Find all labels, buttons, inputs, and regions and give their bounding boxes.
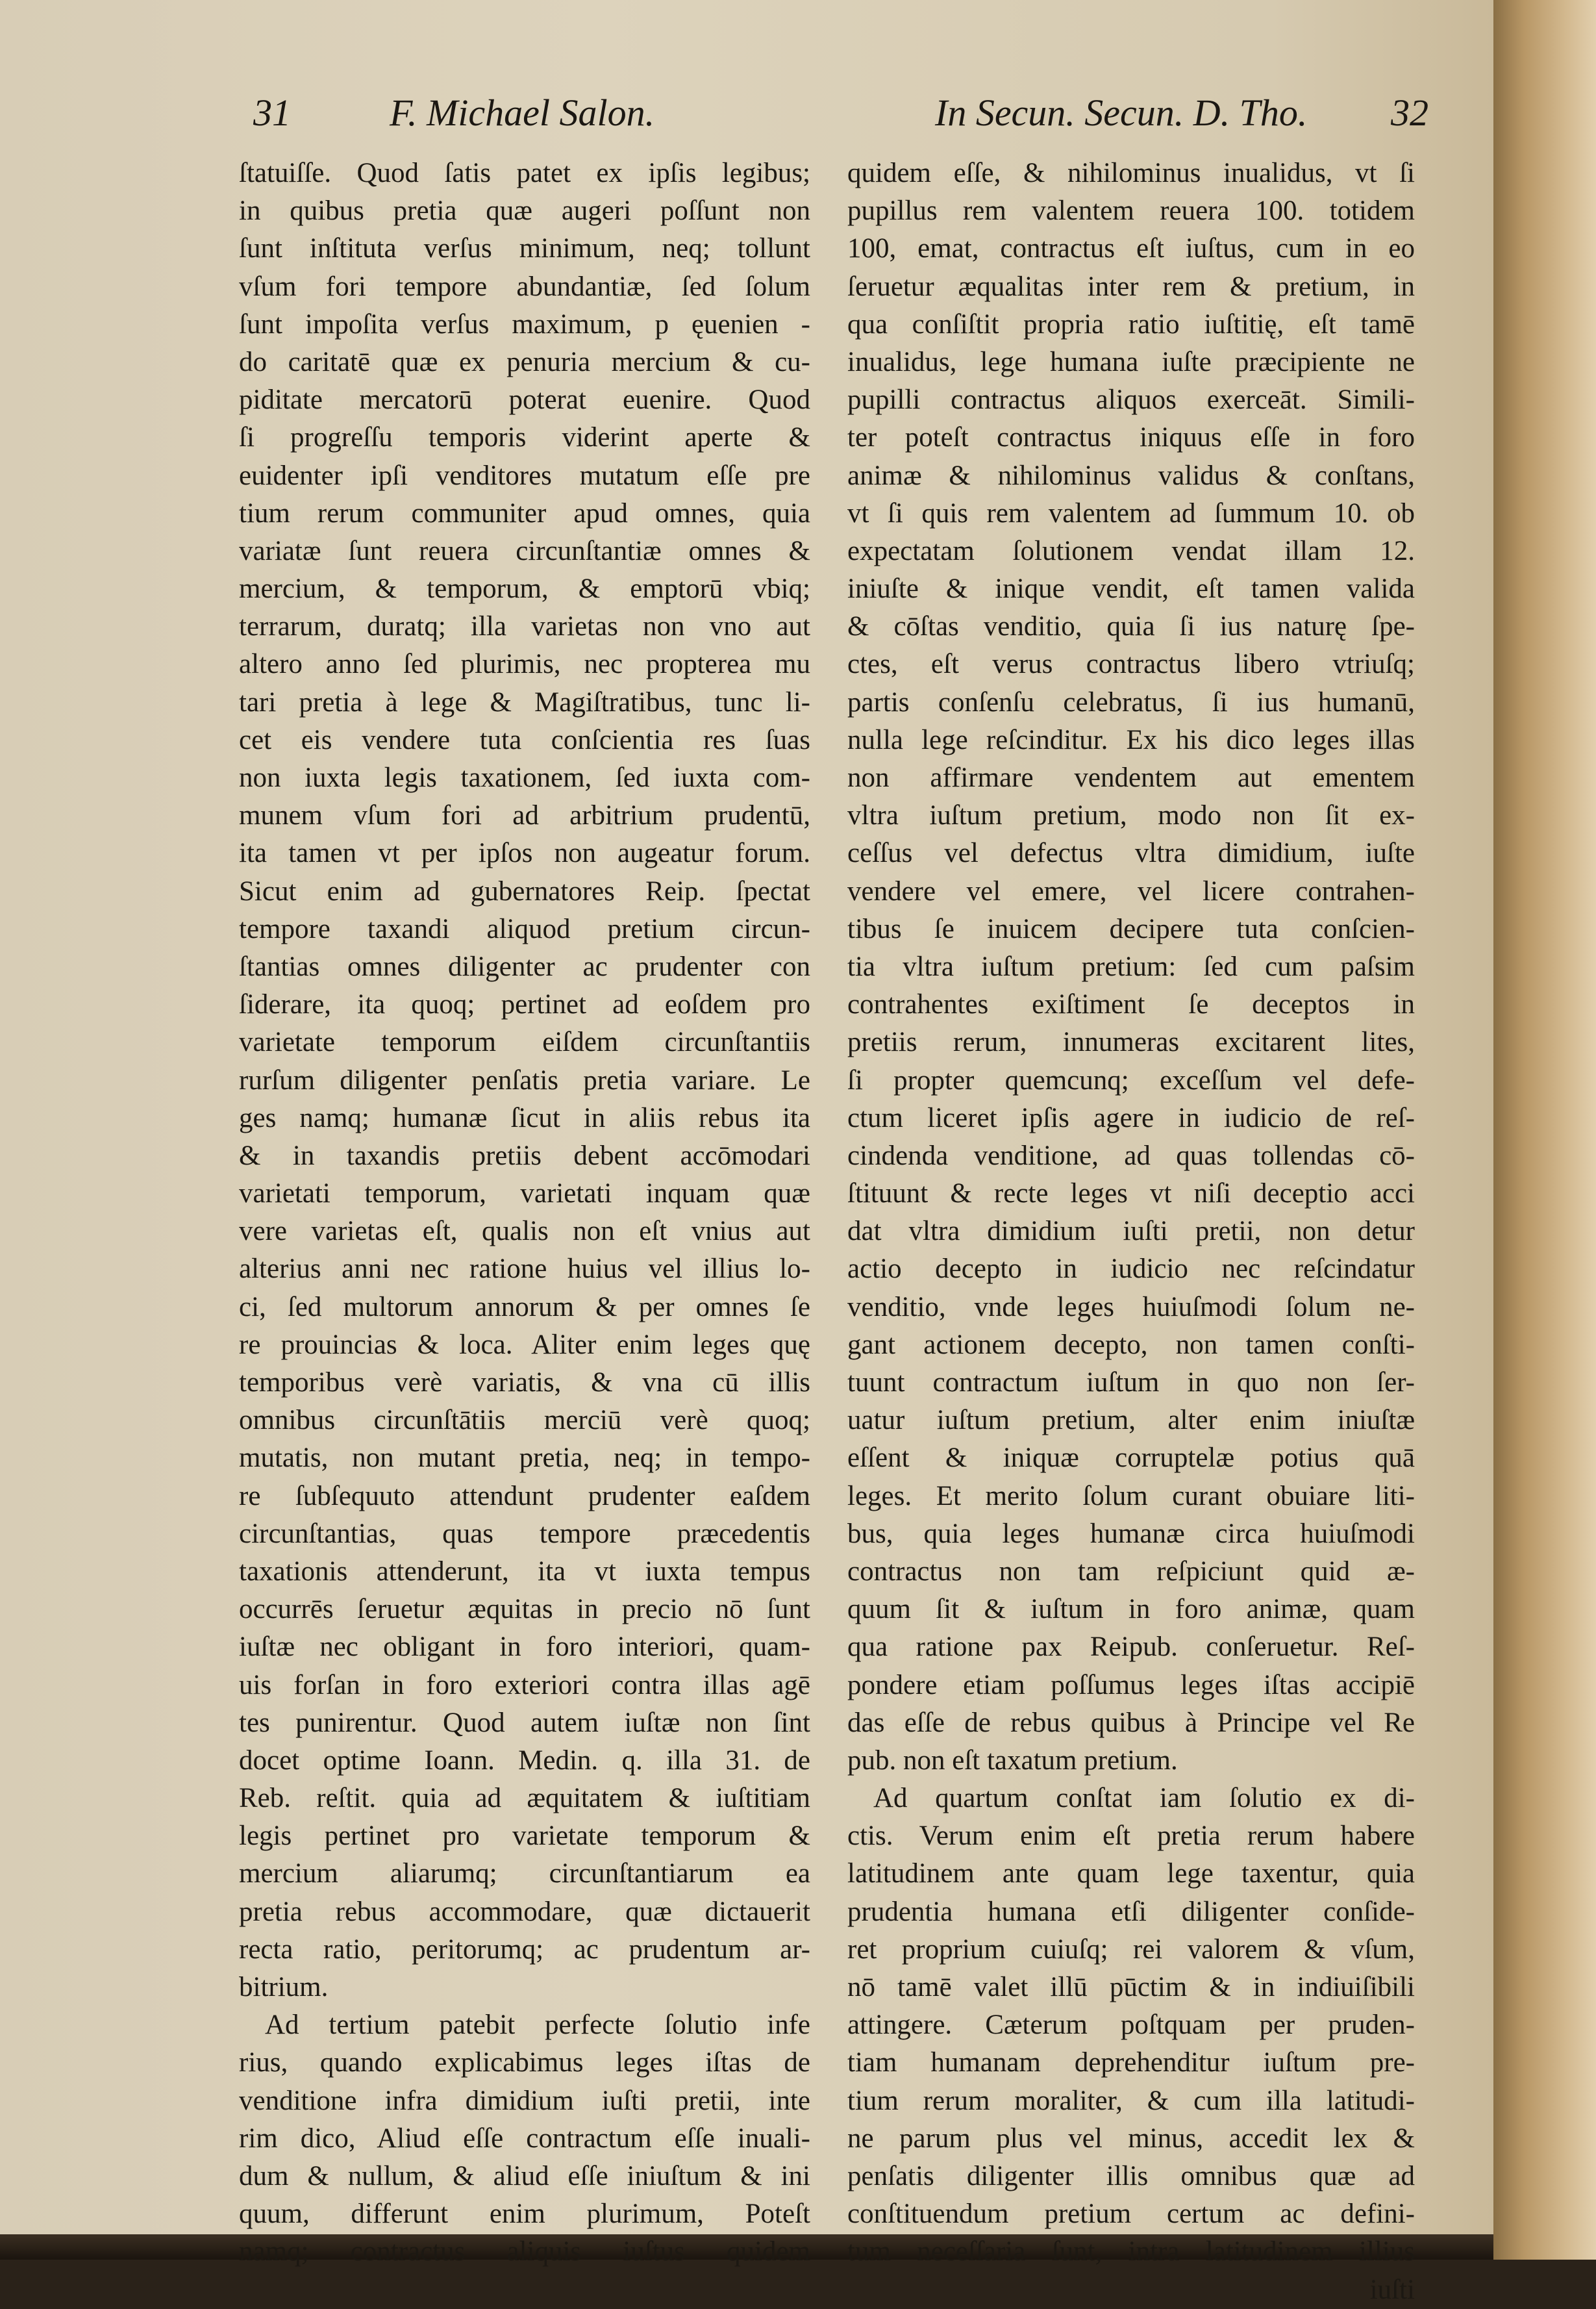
text-line: rius, quando explicabimus leges iſtas de	[239, 2047, 810, 2078]
text-line: terrarum, duratq; illa varietas non vno aut	[239, 611, 810, 642]
text-line: ceſſus vel defectus vltra dimidium, iuſte	[847, 838, 1415, 869]
text-line: vendere vel emere, vel licere contrahen-	[847, 876, 1415, 907]
page-edge	[1493, 0, 1596, 2260]
text-line: venditione infra dimidium iuſti pretii, inte	[239, 2085, 810, 2116]
text-line: ctum liceret ipſis agere in iudicio de reſ-	[847, 1102, 1415, 1133]
text-line: varietate temporum eiſdem circunſtantiis	[239, 1027, 810, 1058]
text-line: piditate mercatorū poterat euenire. Quod	[239, 385, 810, 416]
text-line: Reb. reſtit. quia ad æquitatem & iuſtitiam	[239, 1783, 810, 1814]
text-line: expectatam ſolutionem vendat illam 12.	[847, 535, 1415, 566]
text-line: pretia rebus accommodare, quæ dictauerit	[239, 1896, 810, 1927]
text-line: ctis. Verum enim eſt pretia rerum habere	[847, 1821, 1415, 1852]
text-line: munem vſum fori ad arbitrium prudentū,	[239, 800, 810, 831]
text-line: vltra iuſtum pretium, modo non ſit ex-	[847, 800, 1415, 831]
text-line: ret proprium cuiuſq; rei valorem & vſum,	[847, 1934, 1415, 1965]
text-line: mercium aliarumq; circunſtantiarum ea	[239, 1858, 810, 1889]
running-head	[253, 91, 1428, 143]
text-line: variatæ ſunt reuera circunſtantiæ omnes &	[239, 535, 810, 566]
left-column	[239, 155, 810, 2271]
text-line: tia vltra iuſtum pretium: ſed cum paſsim	[847, 951, 1415, 982]
text-line: Sicut enim ad gubernatores Reip. ſpectat	[239, 876, 810, 907]
text-line: rim dico, Aliud eſſe contractum eſſe inuali-	[239, 2123, 810, 2154]
text-line: ſtatuiſſe. Quod ſatis patet ex ipſis legibus;	[239, 158, 810, 188]
text-line: tibus ſe inuicem decipere tuta conſcien-	[847, 913, 1415, 944]
text-line: in quibus pretia quæ augeri poſſunt non	[239, 196, 810, 227]
text-line: non affirmare vendentem aut ementem	[847, 763, 1415, 793]
text-line: pupillus rem valentem reuera 100. totidem	[847, 196, 1415, 227]
text-line: tari pretia à lege & Magiſtratibus, tunc li-	[239, 687, 810, 718]
text-line: mutatis, non mutant pretia, neq; in tempo-	[239, 1443, 810, 1474]
text-line: tempore taxandi aliquod pretium circun-	[239, 913, 810, 944]
text-line: animæ & nihilominus validus & conſtans,	[847, 460, 1415, 491]
text-line: Ad quartum conſtat iam ſolutio ex di-	[873, 1783, 1415, 1814]
text-line: ſunt inſtituta verſus minimum, neq; tollunt	[239, 233, 810, 264]
text-line: penſatis diligenter illis omnibus quæ ad	[847, 2160, 1415, 2191]
text-line: ci, ſed multorum annorum & per omnes ſe	[239, 1291, 810, 1322]
text-line: docet optime Ioann. Medin. q. illa 31. de	[239, 1745, 810, 1776]
text-line: varietati temporum, varietati inquam quæ	[239, 1178, 810, 1209]
text-line: Ad tertium patebit perfecte ſolutio infe	[265, 2010, 810, 2041]
text-line: partis conſenſu celebratus, ſi ius humanū,	[847, 687, 1415, 718]
text-line: & in taxandis pretiis debent accōmodari	[239, 1140, 810, 1171]
text-line: iuſti	[1369, 2274, 1415, 2305]
text-line: circunſtantias, quas tempore præcedentis	[239, 1518, 810, 1549]
running-title-work: In Secun. Secun. D. Tho.	[935, 92, 1308, 134]
text-line: ſtantias omnes diligenter ac prudenter con	[239, 951, 810, 982]
running-title-author: F. Michael Salon.	[390, 92, 655, 134]
text-line: temporibus verè variatis, & vna cū illis	[239, 1367, 810, 1398]
text-line: recta ratio, peritorumq; ac prudentum ar-	[239, 1934, 810, 1965]
text-line: ſi propter quemcunq; exceſſum vel defe-	[847, 1065, 1415, 1096]
text-line: pub. non eſt taxatum pretium.	[847, 1745, 1178, 1776]
text-line: alterius anni nec ratione huius vel illius lo-	[239, 1254, 810, 1285]
text-line: ſiderare, ita quoq; pertinet ad eoſdem pro	[239, 989, 810, 1020]
text-line: euidenter ipſi venditores mutatum eſſe pre	[239, 460, 810, 491]
text-line: latitudinem ante quam lege taxentur, quia	[847, 1858, 1415, 1889]
text-line: cet eis vendere tuta conſcientia res ſuas	[239, 724, 810, 755]
text-line: vt ſi quis rem valentem ad ſummum 10. ob	[847, 498, 1415, 529]
text-line: uatur iuſtum pretium, alter enim iniuſtæ	[847, 1405, 1415, 1436]
right-column	[847, 155, 1415, 2309]
text-line: mercium, & temporum, & emptorū vbiq;	[239, 574, 810, 605]
text-line: do caritatē quæ ex penuria mercium & cu-	[239, 346, 810, 377]
text-line: qua ratione pax Reipub. conſeruetur. Reſ-	[847, 1632, 1415, 1663]
text-line: legis pertinet pro varietate temporum &	[239, 1821, 810, 1852]
text-line: ſunt impoſita verſus maximum, p ęuenien -	[239, 309, 810, 340]
text-line: iniuſte & inique vendit, eſt tamen valida	[847, 574, 1415, 605]
text-line: tiam humanam deprehenditur iuſtum pre-	[847, 2047, 1415, 2078]
text-line: omnibus circunſtātiis merciū verè quoq;	[239, 1405, 810, 1436]
text-line: altero anno ſed plurimis, nec propterea mu	[239, 649, 810, 680]
text-line: vere varietas eſt, qualis non eſt vnius aut	[239, 1216, 810, 1247]
text-line: conſtituendum pretium certum ac defini-	[847, 2199, 1415, 2230]
text-line: dum & nullum, & aliud eſſe iniuſtum & ini	[239, 2160, 810, 2191]
text-line: actio decepto in iudicio nec reſcindatur	[847, 1254, 1415, 1285]
text-line: tium rerum communiter apud omnes, quia	[239, 498, 810, 529]
text-line: bus, quia leges humanæ circa huiuſmodi	[847, 1518, 1415, 1549]
text-line: pupilli contractus aliquos exerceāt. Simili-	[847, 385, 1415, 416]
text-line: rurſum diligenter penſatis pretia variare. Le	[239, 1065, 810, 1096]
text-line: ne parum plus vel minus, accedit lex &	[847, 2123, 1415, 2154]
text-line: contractus non tam reſpiciunt quid æ-	[847, 1556, 1415, 1587]
text-line: contrahentes exiſtiment ſe deceptos in	[847, 989, 1415, 1020]
text-line: qua conſiſtit propria ratio iuſtitię, eſt tamē	[847, 309, 1415, 340]
text-line: vſum fori tempore abundantiæ, ſed ſolum	[239, 271, 810, 302]
text-line: quidem eſſe, & nihilominus inualidus, vt ſi	[847, 158, 1415, 188]
text-line: venditio, vnde leges huiuſmodi ſolum ne-	[847, 1291, 1415, 1322]
text-line: iuſtæ nec obligant in foro interiori, quam-	[239, 1632, 810, 1663]
text-line: namq; contractus aliquis iuſtus quidem	[239, 2236, 810, 2267]
text-line: quum ſit & iuſtum in foro animæ, quam	[847, 1594, 1415, 1625]
text-line: tium rerum moraliter, & cum illa latitudi-	[847, 2085, 1415, 2116]
text-line: pretiis rerum, innumeras excitarent lites,	[847, 1027, 1415, 1058]
text-line: ſeruetur æqualitas inter rem & pretium, in	[847, 271, 1415, 302]
text-line: nō tamē valet illū pūctim & in indiuiſibili	[847, 1972, 1415, 2002]
text-line: ita tamen vt per ipſos non augeatur forum.	[239, 838, 810, 869]
page-number-right: 32	[1391, 92, 1428, 134]
text-line: uis forſan in foro exteriori contra illas agē	[239, 1669, 810, 1700]
text-line: & cōſtas venditio, quia ſi ius naturę ſpe-	[847, 611, 1415, 642]
text-line: leges. Et merito ſolum curant obuiare liti-	[847, 1480, 1415, 1511]
text-line: eſſent & iniquæ corruptelæ potius quā	[847, 1443, 1415, 1474]
text-line: tes punirentur. Quod autem iuſtæ non ſint	[239, 1707, 810, 1738]
text-line: ſtituunt & recte leges vt niſi deceptio acci	[847, 1178, 1415, 1209]
text-line: occurrēs ſeruetur æquitas in precio nō ſunt	[239, 1594, 810, 1625]
text-line: ſi progreſſu temporis viderint aperte &	[239, 422, 810, 453]
text-line: nulla lege reſcinditur. Ex his dico leges illas	[847, 724, 1415, 755]
text-line: ges namq; humanæ ſicut in aliis rebus ita	[239, 1102, 810, 1133]
text-line: prudentia humana etſi diligenter conſide-	[847, 1896, 1415, 1927]
text-line: tum neceſſaria ſunt, intra latitudinem illius	[847, 2236, 1415, 2267]
text-line: pondere etiam poſſumus leges iſtas accipiē	[847, 1669, 1415, 1700]
page-number-left: 31	[253, 92, 291, 134]
text-line: ter poteſt contractus iniquus eſſe in foro	[847, 422, 1415, 453]
text-line: taxationis attenderunt, ita vt iuxta tempus	[239, 1556, 810, 1587]
text-line: 100, emat, contractus eſt iuſtus, cum in eo	[847, 233, 1415, 264]
text-line: tuunt contractum iuſtum in quo non ſer-	[847, 1367, 1415, 1398]
text-line: das eſſe de rebus quibus à Principe vel Re	[847, 1707, 1415, 1738]
text-line: quum, differunt enim plurimum, Poteſt	[239, 2199, 810, 2230]
text-line: attingere. Cæterum poſtquam per pruden-	[847, 2010, 1415, 2041]
text-line: ctes, eſt verus contractus libero vtriuſq;	[847, 649, 1415, 680]
text-line: cindenda venditione, ad quas tollendas cō-	[847, 1140, 1415, 1171]
text-line: gant actionem decepto, non tamen conſti-	[847, 1329, 1415, 1360]
text-line: re ſubſequuto attendunt prudenter eaſdem	[239, 1480, 810, 1511]
text-line: dat vltra dimidium iuſti pretii, non detur	[847, 1216, 1415, 1247]
text-line: inualidus, lege humana iuſte præcipiente ne	[847, 346, 1415, 377]
text-line: bitrium.	[239, 1972, 329, 2002]
text-line: re prouincias & loca. Aliter enim leges quę	[239, 1329, 810, 1360]
text-line: non iuxta legis taxationem, ſed iuxta com-	[239, 763, 810, 793]
